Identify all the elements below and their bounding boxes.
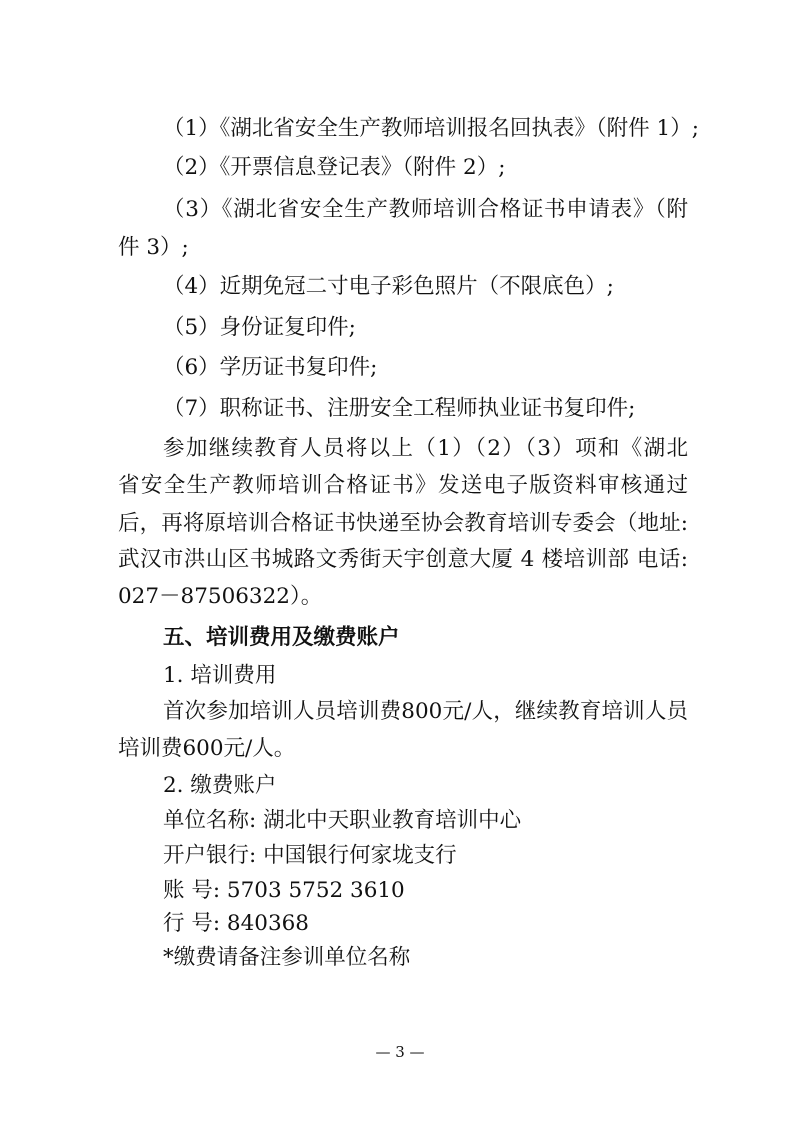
attachment-item-2: （2）《开票信息登记表》（附件 2）; (163, 155, 506, 180)
attachment-item-7: （7）职称证书、注册安全工程师执业证书复印件; (163, 396, 636, 421)
attachment-item-5: （5）身份证复印件; (163, 315, 356, 340)
bank-number: 行 号: 840368 (163, 911, 309, 936)
account-unit-name: 单位名称: 湖北中天职业教育培训中心 (163, 808, 522, 833)
continuing-education-line-4: 武汉市洪山区书城路文秀街天宇创意大厦 4 楼培训部 电话: (118, 547, 688, 572)
continuing-education-line-3: 后，再将原培训合格证书快递至协会教育培训专委会（地址: (118, 511, 688, 536)
page-number: — 3 — (375, 1043, 425, 1061)
attachment-item-1: （1）《湖北省安全生产教师培训报名回执表》（附件 1）; (163, 116, 699, 141)
attachment-item-3-line-2: 件 3）; (118, 235, 189, 260)
attachment-item-6: （6）学历证书复印件; (163, 355, 378, 380)
account-subheading: 2. 缴费账户 (163, 773, 277, 798)
attachment-item-4: （4）近期免冠二寸电子彩色照片（不限底色）; (163, 274, 614, 299)
section-heading: 五、培训费用及缴费账户 (163, 625, 400, 650)
continuing-education-line-2: 省安全生产教师培训合格证书》发送电子版资料审核通过 (118, 473, 688, 498)
payment-note: *缴费请备注参训单位名称 (163, 945, 411, 970)
continuing-education-line-1: 参加继续教育人员将以上（1）（2）（3）项和《湖北 (163, 436, 688, 461)
fee-text-line-1: 首次参加培训人员培训费800元/人，继续教育培训人员 (163, 699, 688, 724)
account-number: 账 号: 5703 5752 3610 (163, 878, 405, 903)
account-bank: 开户银行: 中国银行何家垅支行 (163, 843, 457, 868)
fee-text-line-2: 培训费600元/人。 (118, 736, 296, 761)
fee-subheading: 1. 培训费用 (163, 663, 277, 688)
continuing-education-line-5: 027－87506322）。 (118, 584, 323, 609)
attachment-item-3-line-1: （3）《湖北省安全生产教师培训合格证书申请表》（附 (163, 197, 688, 222)
